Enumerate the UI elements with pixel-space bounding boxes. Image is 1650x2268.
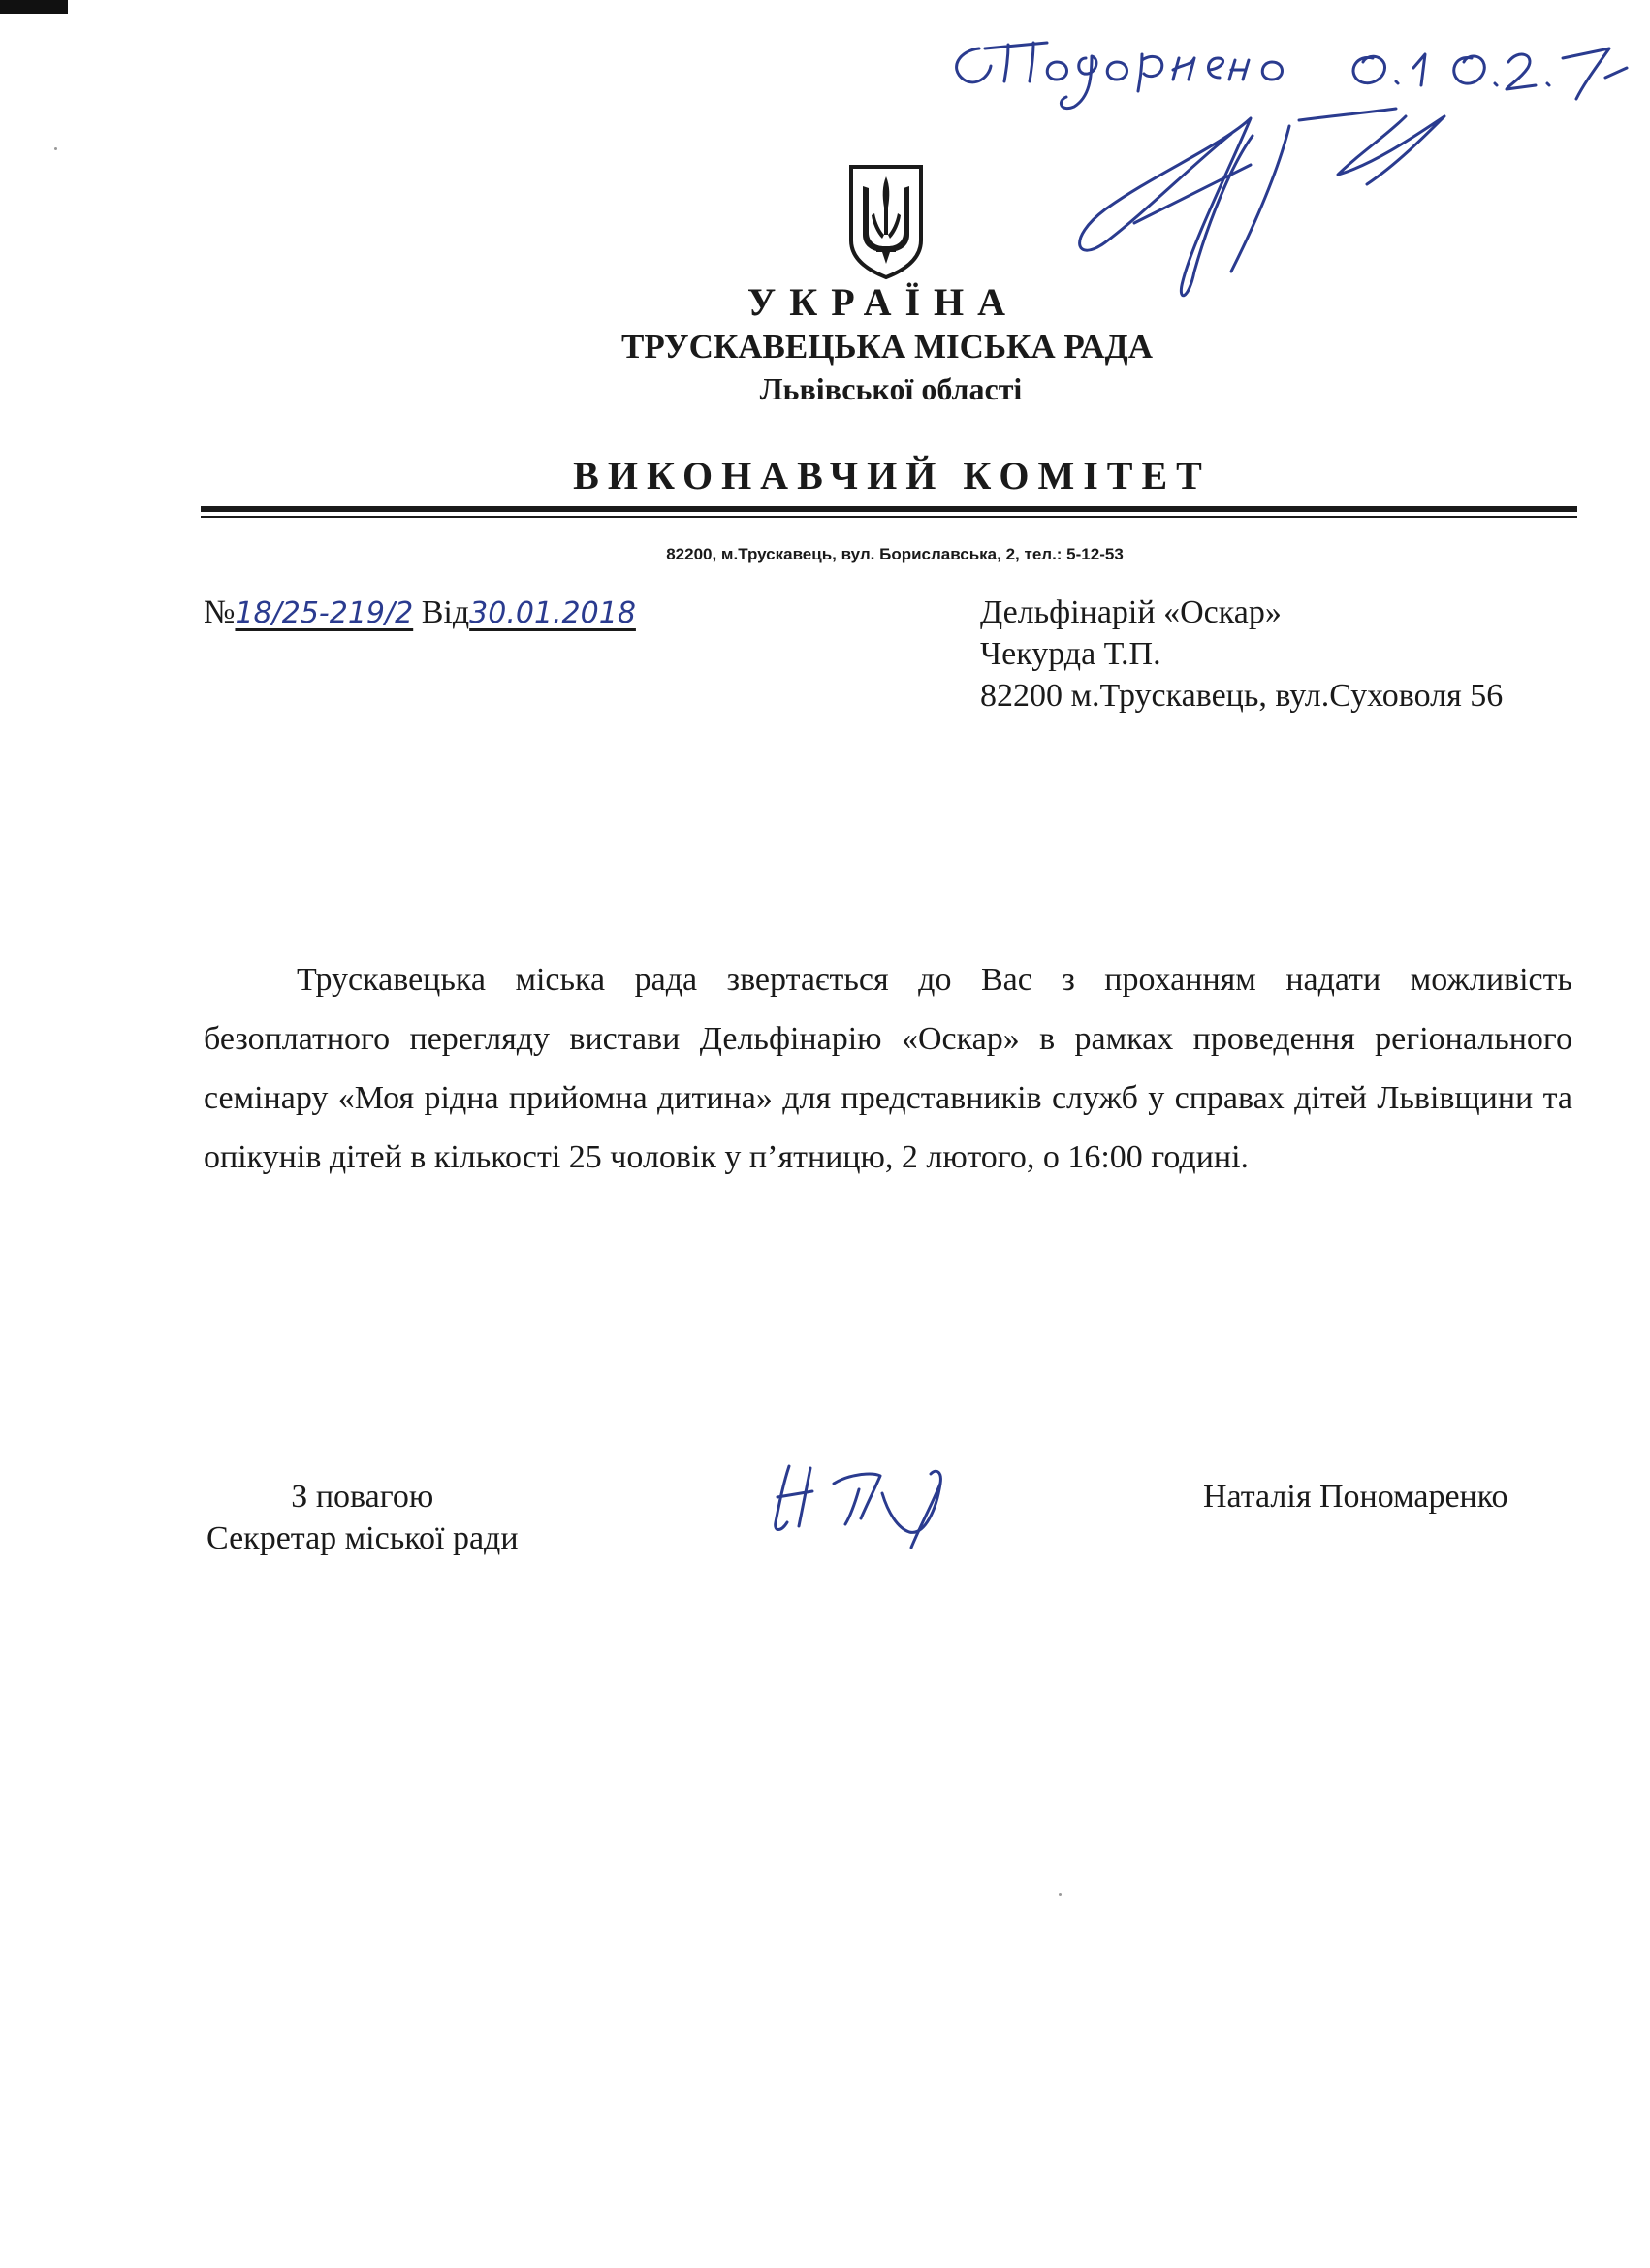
body-paragraph: Трускавецька міська рада звертається до Вас з проханням надати можливість безоплатного перегляду вистави Дельфінарію «Оскар» в рамках проведення регіонального семінару «Моя рідна прийомна дитина» для представників служб у справах дітей Львівщини та опікунів дітей в кількості 25 чоловік у п’ятницю, 2 лютого, о 16:00 годині.	[204, 962, 1572, 1175]
scan-speck	[1059, 1893, 1062, 1896]
reference-date-prefix: Від	[421, 594, 470, 630]
reference-line	[204, 593, 636, 633]
addressee-person: Чекурда Т.П.	[980, 636, 1161, 672]
reference-number-prefix: №	[204, 594, 236, 630]
header-committee: ВИКОНАВЧИЙ КОМІТЕТ	[573, 454, 1211, 497]
handwritten-signature	[766, 1454, 989, 1551]
reference-number: 18/25-219/2	[235, 596, 414, 630]
header-country: УКРАЇНА	[746, 280, 1020, 324]
coat-of-arms-icon	[847, 163, 925, 281]
header-divider-thin	[201, 516, 1577, 518]
reference-date: 30.01.2018	[469, 596, 636, 630]
letter-body	[204, 950, 1572, 1187]
addressee-organization: Дельфінарій «Оскар»	[980, 594, 1282, 630]
addressee-block	[980, 591, 1503, 717]
closing-block	[206, 1476, 519, 1559]
scan-speck	[54, 147, 57, 150]
header-council: ТРУСКАВЕЦЬКА МІСЬКА РАДА	[621, 328, 1153, 366]
handwritten-approval-note	[940, 19, 1638, 368]
closing-position: Секретар міської ради	[206, 1520, 519, 1556]
header-divider-thick	[201, 506, 1577, 512]
signer-name: Наталія Пономаренко	[1203, 1479, 1508, 1515]
header-address: 82200, м.Трускавець, вул. Бориславська, 2, тел.: 5-12-53	[666, 545, 1124, 563]
addressee-address: 82200 м.Трускавець, вул.Суховоля 56	[980, 678, 1504, 714]
scan-corner-mark	[0, 0, 68, 14]
header-region: Львівської області	[759, 371, 1023, 406]
closing-regards: З повагою	[291, 1479, 434, 1515]
